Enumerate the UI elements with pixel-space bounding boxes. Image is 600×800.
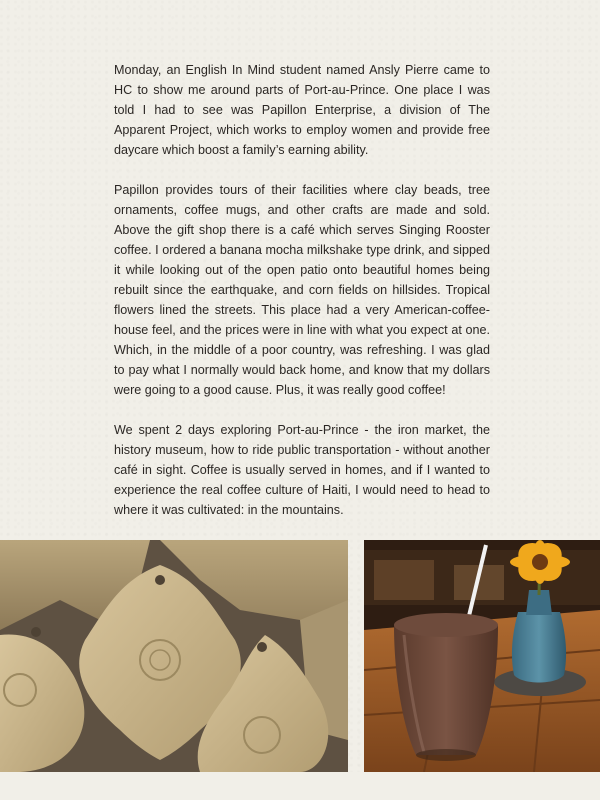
article-body (114, 60, 490, 540)
page-bottom-margin (0, 772, 600, 800)
article-paragraph-2: Papillon provides tours of their facilities where clay beads, tree ornaments, coffee mugs, and other crafts are made and sold. Above the gift shop there is a café which serves Singing Rooster coffee. I ordered a banana mocha milkshake type drink, and sipped it while looking out of the open patio onto beautiful homes being rebuilt since the earthquake, and corn fields on hillsides. Tropical flowers lined the streets. This place had a very American-coffee-house feel, and the prices were in line with what you expect at one. Which, in the middle of a poor country, was refreshing. I was glad to pay what I normally would back home, and know that my dollars were going to a good cause. Plus, it was really good coffee! (114, 183, 490, 397)
article-paragraph-1: Monday, an English In Mind student named Ansly Pierre came to HC to show me around parts of Port-au-Prince. One place I was told I had to see was Papillon Enterprise, a division of The Apparent Project, which works to employ women and provide free daycare which boost a family’s earning ability. (114, 63, 490, 157)
milkshake-photo (364, 540, 600, 772)
clay-ornaments-photo (0, 540, 348, 772)
article-paragraph-3: We spent 2 days exploring Port-au-Prince - the iron market, the history museum, how to ride public transportation - without another café in sight. Coffee is usually served in homes, and if I wanted to experience the real coffee culture of Haiti, I would need to head to where it was cultivated: in the mountains. (114, 423, 490, 517)
